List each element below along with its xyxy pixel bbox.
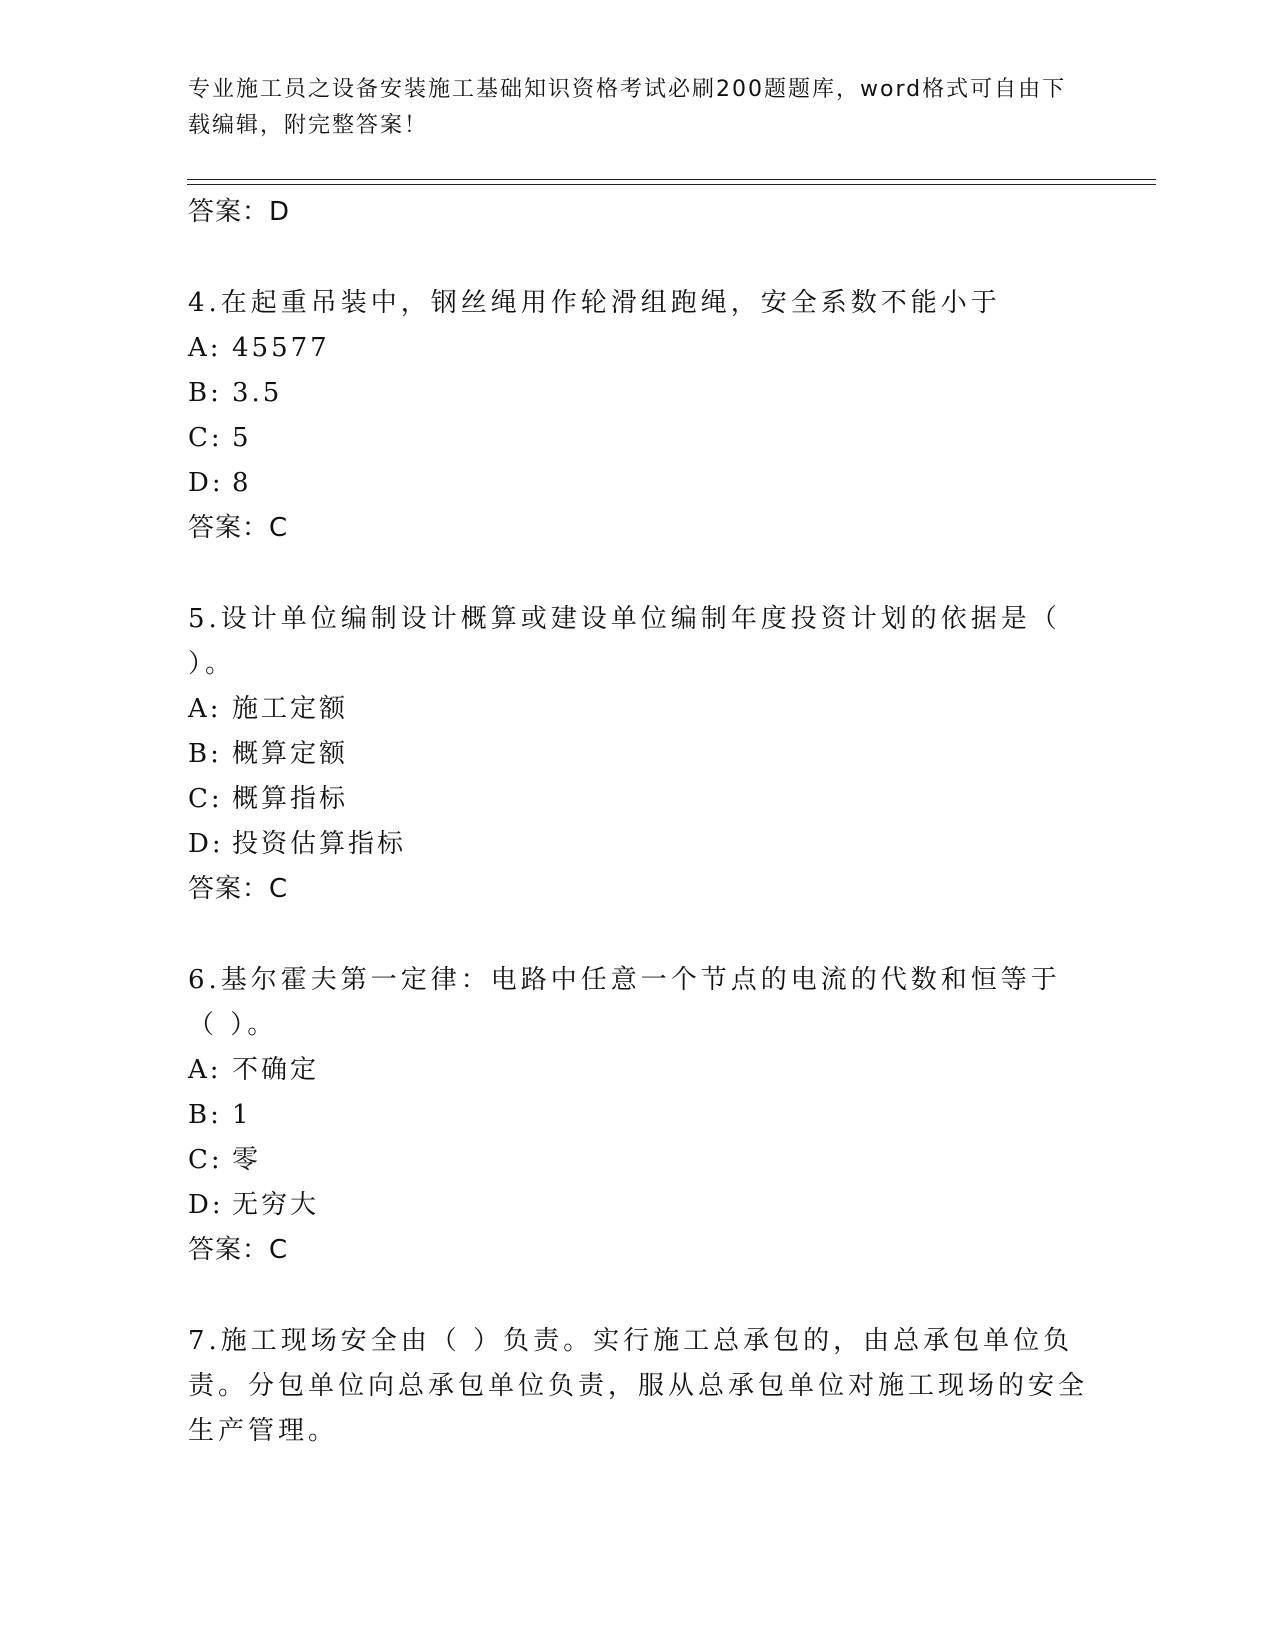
option-b <box>188 371 1088 416</box>
option-text: 不确定 <box>232 1055 320 1085</box>
answer-line: 答案：C <box>188 874 289 904</box>
question-list <box>188 190 1088 1454</box>
option-text: 5 <box>232 423 252 453</box>
option-c <box>188 1138 1088 1183</box>
question-item <box>188 281 1088 551</box>
option-letter: D: <box>188 1190 224 1220</box>
question-text: 5.设计单位编制设计概算或建设单位编制年度投资计划的依据是（ ）。 <box>188 604 1061 679</box>
option-text: 3.5 <box>232 378 283 408</box>
option-text: 无穷大 <box>232 1190 320 1220</box>
option-a <box>188 687 1088 732</box>
option-letter: C: <box>188 1145 223 1175</box>
option-text: 1 <box>232 1100 252 1130</box>
option-c <box>188 777 1088 822</box>
option-letter: B: <box>188 739 222 769</box>
answer-line: 答案：D <box>188 197 291 227</box>
option-letter: A: <box>188 333 222 363</box>
option-letter: C: <box>188 784 223 814</box>
option-letter: A: <box>188 694 222 724</box>
option-letter: C: <box>188 423 223 453</box>
header-rule-top <box>187 179 1156 180</box>
option-d <box>188 461 1088 506</box>
option-text: 8 <box>232 468 252 498</box>
option-letter: D: <box>188 468 224 498</box>
option-text: 零 <box>232 1145 262 1175</box>
question-item <box>188 1319 1088 1454</box>
question-item <box>188 958 1088 1273</box>
option-letter: A: <box>188 1055 222 1085</box>
option-letter: B: <box>188 1100 222 1130</box>
option-text: 45577 <box>232 333 330 363</box>
question-text: 6.基尔霍夫第一定律：电路中任意一个节点的电流的代数和恒等于（ ）。 <box>188 965 1061 1040</box>
header-rule-bottom <box>187 184 1156 185</box>
option-c <box>188 416 1088 461</box>
option-text: 施工定额 <box>232 694 349 724</box>
answer-line: 答案：C <box>188 1235 289 1265</box>
answer-line: 答案：C <box>188 513 289 543</box>
question-text: 7.施工现场安全由（ ）负责。实行施工总承包的，由总承包单位负责。分包单位向总承包单位负责，服从总承包单位对施工现场的安全生产管理。 <box>188 1326 1089 1446</box>
question-text: 4.在起重吊装中，钢丝绳用作轮滑组跑绳，安全系数不能小于 <box>188 288 1001 318</box>
option-letter: B: <box>188 378 222 408</box>
option-b <box>188 1093 1088 1138</box>
option-text: 投资估算指标 <box>232 829 407 859</box>
option-d <box>188 822 1088 867</box>
document-header: 专业施工员之设备安装施工基础知识资格考试必刷200题题库，word格式可自由下载编辑，附完整答案！ <box>188 77 1067 138</box>
option-text: 概算指标 <box>232 784 349 814</box>
option-text: 概算定额 <box>232 739 349 769</box>
option-letter: D: <box>188 829 224 859</box>
option-b <box>188 732 1088 777</box>
question-item <box>188 597 1088 912</box>
option-a <box>188 326 1088 371</box>
option-d <box>188 1183 1088 1228</box>
option-a <box>188 1048 1088 1093</box>
